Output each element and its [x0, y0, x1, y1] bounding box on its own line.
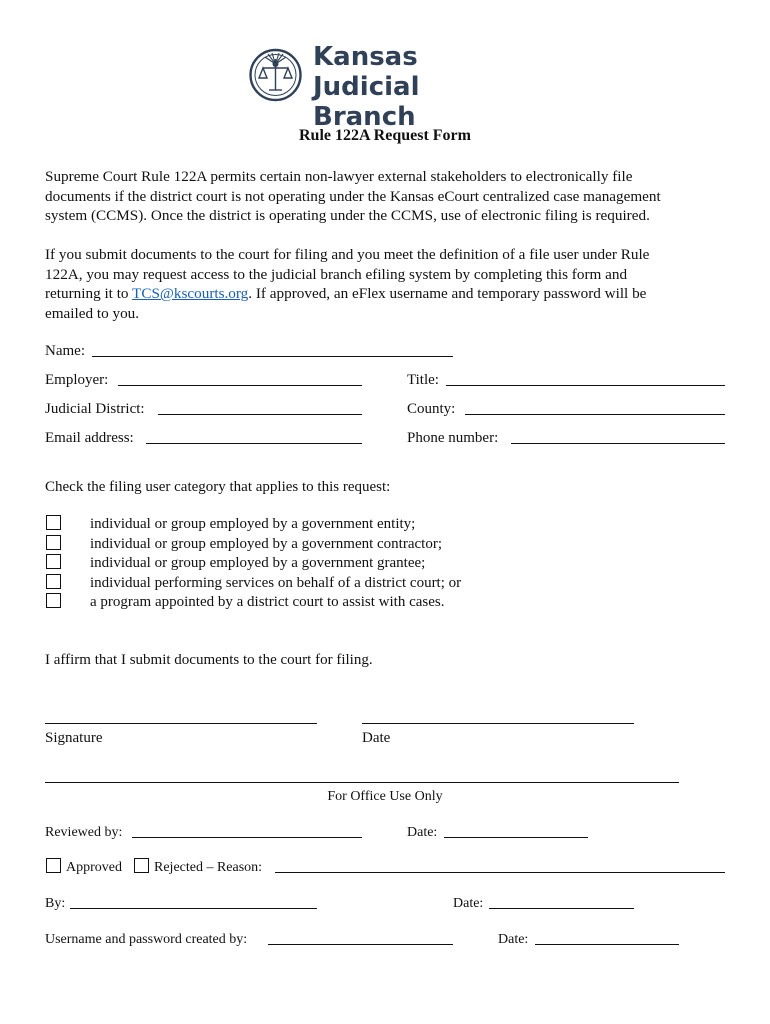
signature-date-field[interactable] — [362, 723, 634, 724]
approved-checkbox[interactable] — [46, 858, 61, 873]
county-label: County: — [407, 401, 456, 417]
by-date-label: Date: — [453, 896, 484, 911]
intro2-text: . If approved, an eFlex username and temporary password will be — [248, 285, 647, 302]
category-checkbox[interactable] — [46, 593, 61, 608]
created-by-label: Username and password created by: — [45, 932, 248, 947]
tcs-email-link[interactable]: TCS@kscourts.org — [132, 285, 249, 302]
category-checkbox[interactable] — [46, 574, 61, 589]
category-label: individual or group employed by a government entity; — [90, 516, 416, 532]
phone-label: Phone number: — [407, 430, 499, 446]
created-date-label: Date: — [498, 932, 529, 947]
office-use-heading: For Office Use Only — [327, 789, 443, 804]
org-name-line2: Judicial Branch — [313, 72, 420, 132]
reviewed-by-field[interactable] — [132, 837, 362, 838]
reviewed-date-label: Date: — [407, 825, 438, 840]
intro2-line — [45, 284, 725, 304]
intro1-line: documents if the district court is not operating under the Kansas eCourt centralized case management — [45, 187, 661, 205]
by-field[interactable] — [70, 908, 317, 909]
county-field[interactable] — [465, 414, 725, 415]
email-field[interactable] — [146, 443, 362, 444]
approved-label: Approved — [66, 860, 122, 875]
intro2-line: If you submit documents to the court for filing and you meet the definition of a file user under Rule — [45, 246, 650, 263]
reviewed-date-field[interactable] — [444, 837, 588, 838]
category-checkbox[interactable] — [46, 515, 61, 530]
rejected-reason-field[interactable] — [275, 872, 725, 873]
category-checkbox[interactable] — [46, 535, 61, 550]
org-name-line1: Kansas — [313, 42, 418, 72]
by-date-field[interactable] — [489, 908, 634, 909]
office-use-divider — [45, 782, 679, 783]
intro-paragraph-2 — [45, 245, 725, 323]
signature-field[interactable] — [45, 723, 317, 724]
email-label: Email address: — [45, 430, 134, 446]
phone-field[interactable] — [511, 443, 725, 444]
signature-date-label: Date — [362, 730, 391, 746]
category-prompt: Check the filing user category that applies to this request: — [45, 479, 391, 495]
intro2-line: 122A, you may request access to the judicial branch efiling system by completing this form and — [45, 265, 628, 283]
intro2-text: returning it to — [45, 285, 133, 302]
name-field[interactable] — [92, 356, 453, 357]
employer-field[interactable] — [118, 385, 362, 386]
judicial-branch-logo — [248, 42, 523, 132]
created-date-field[interactable] — [535, 944, 679, 945]
rejected-checkbox[interactable] — [134, 858, 149, 873]
intro2-line: emailed to you. — [45, 304, 140, 322]
employer-label: Employer: — [45, 372, 109, 388]
form-title: Rule 122A Request Form — [299, 127, 471, 144]
affirmation-text: I affirm that I submit documents to the court for filing. — [45, 652, 373, 668]
category-label: individual or group employed by a government contractor; — [90, 536, 442, 552]
name-label: Name: — [45, 343, 85, 359]
rejected-label: Rejected – Reason: — [154, 860, 263, 875]
category-label: individual performing services on behalf of a district court; or — [90, 575, 462, 591]
title-label: Title: — [407, 372, 439, 388]
reviewed-by-label: Reviewed by: — [45, 825, 123, 840]
intro1-line: system (CCMS). Once the district is operating under the CCMS, use of electronic filing is required. — [45, 207, 650, 224]
intro1-line: Supreme Court Rule 122A permits certain non-lawyer external stakeholders to electronically file — [45, 168, 633, 185]
scales-of-justice-seal-icon — [248, 46, 303, 104]
created-by-field[interactable] — [268, 944, 453, 945]
judicial-district-label: Judicial District: — [45, 401, 145, 417]
category-checkbox[interactable] — [46, 554, 61, 569]
by-label: By: — [45, 896, 66, 911]
judicial-district-field[interactable] — [158, 414, 362, 415]
category-label: individual or group employed by a government grantee; — [90, 555, 426, 571]
title-field[interactable] — [446, 385, 725, 386]
intro-paragraph-1 — [45, 167, 725, 226]
signature-label: Signature — [45, 730, 103, 746]
category-label: a program appointed by a district court to assist with cases. — [90, 594, 445, 610]
